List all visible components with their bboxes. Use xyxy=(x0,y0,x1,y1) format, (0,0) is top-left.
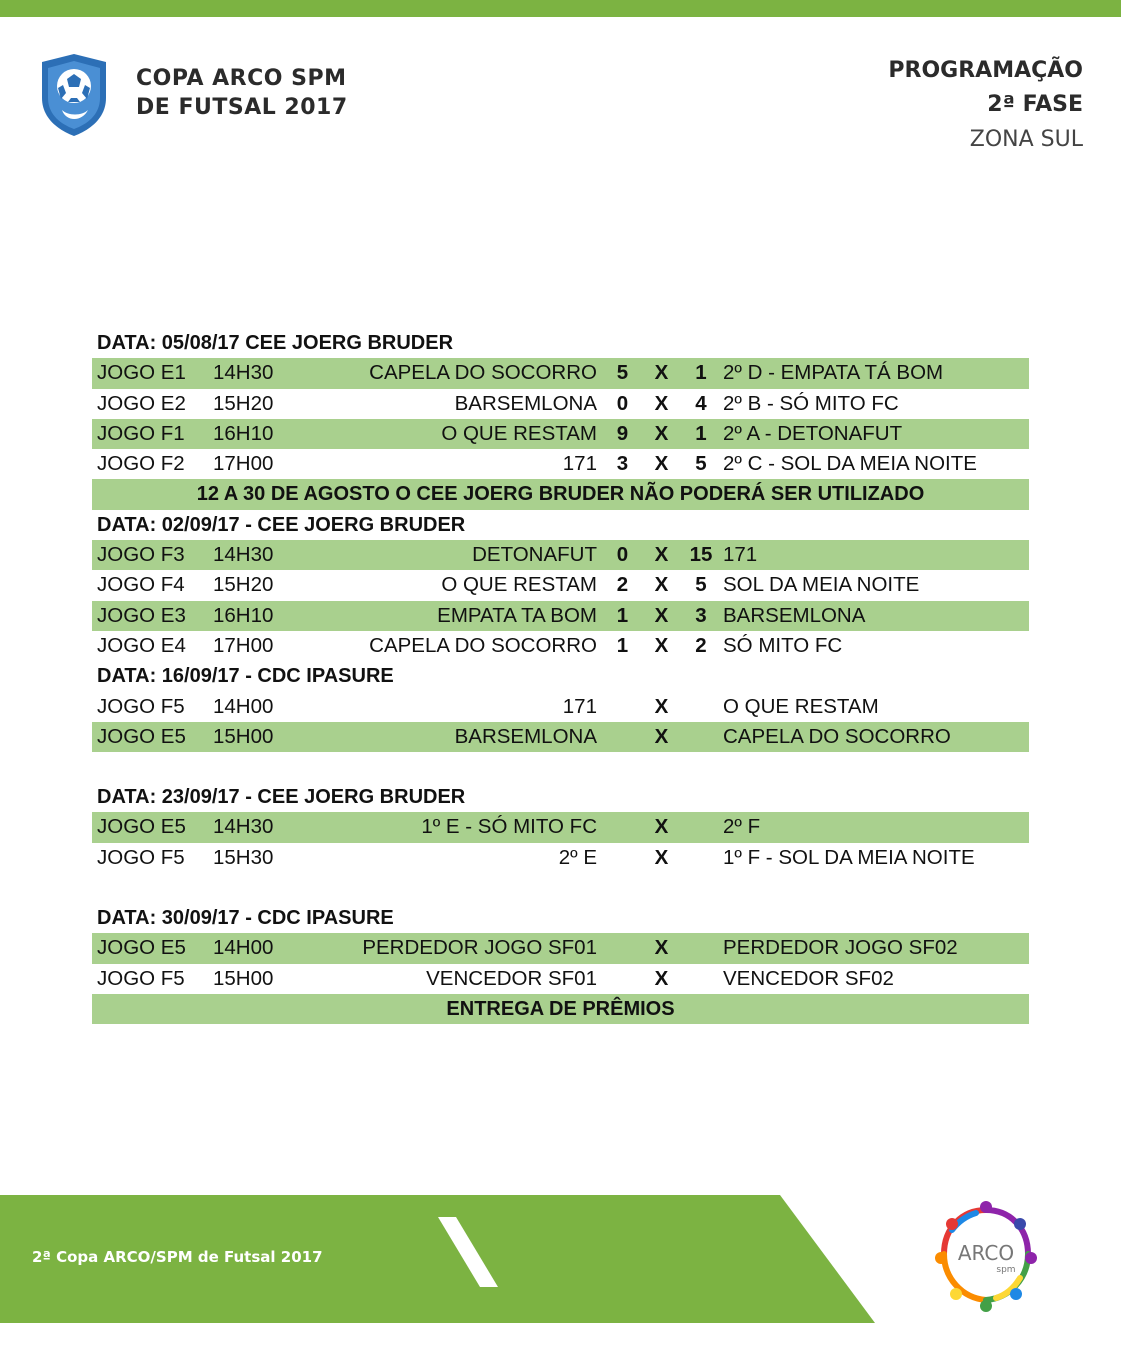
match-row xyxy=(92,540,1029,570)
game-id: JOGO E5 xyxy=(97,936,186,960)
venue-notice: 12 A 30 DE AGOSTO O CEE JOERG BRUDER NÃO PODERÁ SER UTILIZADO xyxy=(92,479,1029,509)
match-row xyxy=(92,722,1029,752)
match-row xyxy=(92,843,1029,873)
spacer xyxy=(92,873,1029,903)
away-team: 2º F xyxy=(723,815,761,839)
home-score: 2 xyxy=(616,573,629,597)
match-row xyxy=(92,358,1029,388)
date-heading-text: DATA: 16/09/17 - CDC IPASURE xyxy=(97,665,394,688)
home-team: BARSEMLONA xyxy=(454,724,597,748)
brand-line-1: COPA ARCO SPM xyxy=(136,66,347,91)
game-time: 16H10 xyxy=(213,603,274,627)
versus-mark: X xyxy=(654,815,669,839)
game-time: 14H00 xyxy=(213,936,274,960)
brand-line-2: DE FUTSAL 2017 xyxy=(136,95,348,120)
game-id: JOGO F5 xyxy=(97,845,185,869)
home-team: 171 xyxy=(562,452,597,476)
away-score: 2 xyxy=(695,633,707,657)
game-id: JOGO E2 xyxy=(97,391,186,415)
match-row xyxy=(92,692,1029,722)
match-row xyxy=(92,570,1029,600)
home-score: 3 xyxy=(616,452,629,476)
game-id: JOGO F4 xyxy=(97,573,185,597)
versus-mark: X xyxy=(654,936,669,960)
match-row xyxy=(92,812,1029,842)
home-score: 0 xyxy=(616,543,629,567)
date-heading-text: DATA: 02/09/17 - CEE JOERG BRUDER xyxy=(97,513,466,536)
zone-label: ZONA SUL xyxy=(969,127,1083,152)
versus-mark: X xyxy=(654,543,669,567)
match-row xyxy=(92,933,1029,963)
home-team: VENCEDOR SF01 xyxy=(426,966,597,990)
home-team: 2º E xyxy=(558,845,597,869)
game-id: JOGO E5 xyxy=(97,724,186,748)
game-time: 14H30 xyxy=(213,815,274,839)
away-score: 5 xyxy=(695,573,707,597)
home-score: 1 xyxy=(616,633,629,657)
away-team: SÓ MITO FC xyxy=(723,633,843,657)
game-time: 17H00 xyxy=(213,452,274,476)
away-score: 1 xyxy=(695,361,707,385)
game-time: 17H00 xyxy=(213,633,274,657)
game-id: JOGO F5 xyxy=(97,694,185,718)
away-team: 171 xyxy=(723,543,758,567)
versus-mark: X xyxy=(654,573,669,597)
away-team: 2º B - SÓ MITO FC xyxy=(723,391,899,415)
away-score: 4 xyxy=(695,391,707,415)
game-time: 14H30 xyxy=(213,543,274,567)
away-team: 2º D - EMPATA TÁ BOM xyxy=(723,361,944,385)
spacer xyxy=(92,752,1029,782)
date-heading xyxy=(92,510,1029,540)
game-time: 14H00 xyxy=(213,694,274,718)
arco-logo-text: ARCO xyxy=(957,1241,1015,1265)
home-team: EMPATA TA BOM xyxy=(437,603,597,627)
game-time: 14H30 xyxy=(213,361,274,385)
date-heading xyxy=(92,328,1029,358)
match-row xyxy=(92,631,1029,661)
versus-mark: X xyxy=(654,724,669,748)
versus-mark: X xyxy=(654,361,669,385)
arco-spm-logo-icon xyxy=(932,1200,1040,1316)
away-team: 2º C - SOL DA MEIA NOITE xyxy=(723,452,977,476)
versus-mark: X xyxy=(654,421,669,445)
schedule-table xyxy=(92,328,1029,1024)
away-team: PERDEDOR JOGO SF02 xyxy=(723,936,958,960)
top-accent-bar xyxy=(0,0,1121,17)
arco-logo-subtext: spm xyxy=(996,1265,1016,1275)
footer-caption: 2ª Copa ARCO/SPM de Futsal 2017 xyxy=(32,1248,323,1266)
game-time: 15H20 xyxy=(213,391,274,415)
home-score: 1 xyxy=(616,603,629,627)
home-score: 0 xyxy=(616,391,629,415)
home-team: 171 xyxy=(562,694,597,718)
game-time: 16H10 xyxy=(213,421,274,445)
game-id: JOGO E1 xyxy=(97,361,186,385)
game-time: 15H30 xyxy=(213,845,274,869)
away-score: 3 xyxy=(695,603,707,627)
brand-title xyxy=(136,64,348,122)
away-team: 2º A - DETONAFUT xyxy=(723,421,903,445)
away-team: 1º F - SOL DA MEIA NOITE xyxy=(723,845,975,869)
phase-label: 2ª FASE xyxy=(987,92,1083,117)
home-team: DETONAFUT xyxy=(472,543,597,567)
match-row xyxy=(92,964,1029,994)
program-heading: PROGRAMAÇÃO xyxy=(888,58,1083,83)
game-id: JOGO F1 xyxy=(97,421,185,445)
date-heading-text: DATA: 05/08/17 CEE JOERG BRUDER xyxy=(97,332,454,354)
home-score: 9 xyxy=(616,421,629,445)
away-score: 1 xyxy=(695,421,707,445)
game-id: JOGO F3 xyxy=(97,543,185,567)
match-row xyxy=(92,419,1029,449)
date-heading xyxy=(92,903,1029,933)
home-team: CAPELA DO SOCORRO xyxy=(369,633,597,657)
versus-mark: X xyxy=(654,633,669,657)
home-team: O QUE RESTAM xyxy=(441,573,597,597)
futsal-shield-logo-icon xyxy=(36,52,112,138)
away-score: 5 xyxy=(695,452,707,476)
date-heading xyxy=(92,661,1029,691)
away-team: VENCEDOR SF02 xyxy=(723,966,894,990)
date-heading-text: DATA: 30/09/17 - CDC IPASURE xyxy=(97,907,394,930)
home-team: BARSEMLONA xyxy=(454,391,597,415)
versus-mark: X xyxy=(654,603,669,627)
game-time: 15H00 xyxy=(213,724,274,748)
home-team: CAPELA DO SOCORRO xyxy=(369,361,597,385)
game-id: JOGO E5 xyxy=(97,815,186,839)
home-team: 1º E - SÓ MITO FC xyxy=(421,815,597,839)
match-row xyxy=(92,449,1029,479)
match-row xyxy=(92,601,1029,631)
game-id: JOGO E4 xyxy=(97,633,186,657)
away-team: SOL DA MEIA NOITE xyxy=(723,573,920,597)
game-id: JOGO F5 xyxy=(97,966,185,990)
versus-mark: X xyxy=(654,966,669,990)
versus-mark: X xyxy=(654,694,669,718)
game-time: 15H00 xyxy=(213,966,274,990)
home-team: PERDEDOR JOGO SF01 xyxy=(362,936,597,960)
versus-mark: X xyxy=(654,845,669,869)
game-id: JOGO F2 xyxy=(97,452,185,476)
date-heading-text: DATA: 23/09/17 - CEE JOERG BRUDER xyxy=(97,786,466,809)
program-title xyxy=(888,54,1083,158)
match-row xyxy=(92,389,1029,419)
versus-mark: X xyxy=(654,452,669,476)
awards-banner: ENTREGA DE PRÊMIOS xyxy=(92,994,1029,1024)
date-heading xyxy=(92,782,1029,812)
away-score: 15 xyxy=(689,543,713,567)
game-time: 15H20 xyxy=(213,573,274,597)
home-score: 5 xyxy=(616,361,629,385)
away-team: O QUE RESTAM xyxy=(723,694,879,718)
home-team: O QUE RESTAM xyxy=(441,421,597,445)
game-id: JOGO E3 xyxy=(97,603,186,627)
away-team: CAPELA DO SOCORRO xyxy=(723,724,951,748)
away-team: BARSEMLONA xyxy=(723,603,866,627)
versus-mark: X xyxy=(654,391,669,415)
